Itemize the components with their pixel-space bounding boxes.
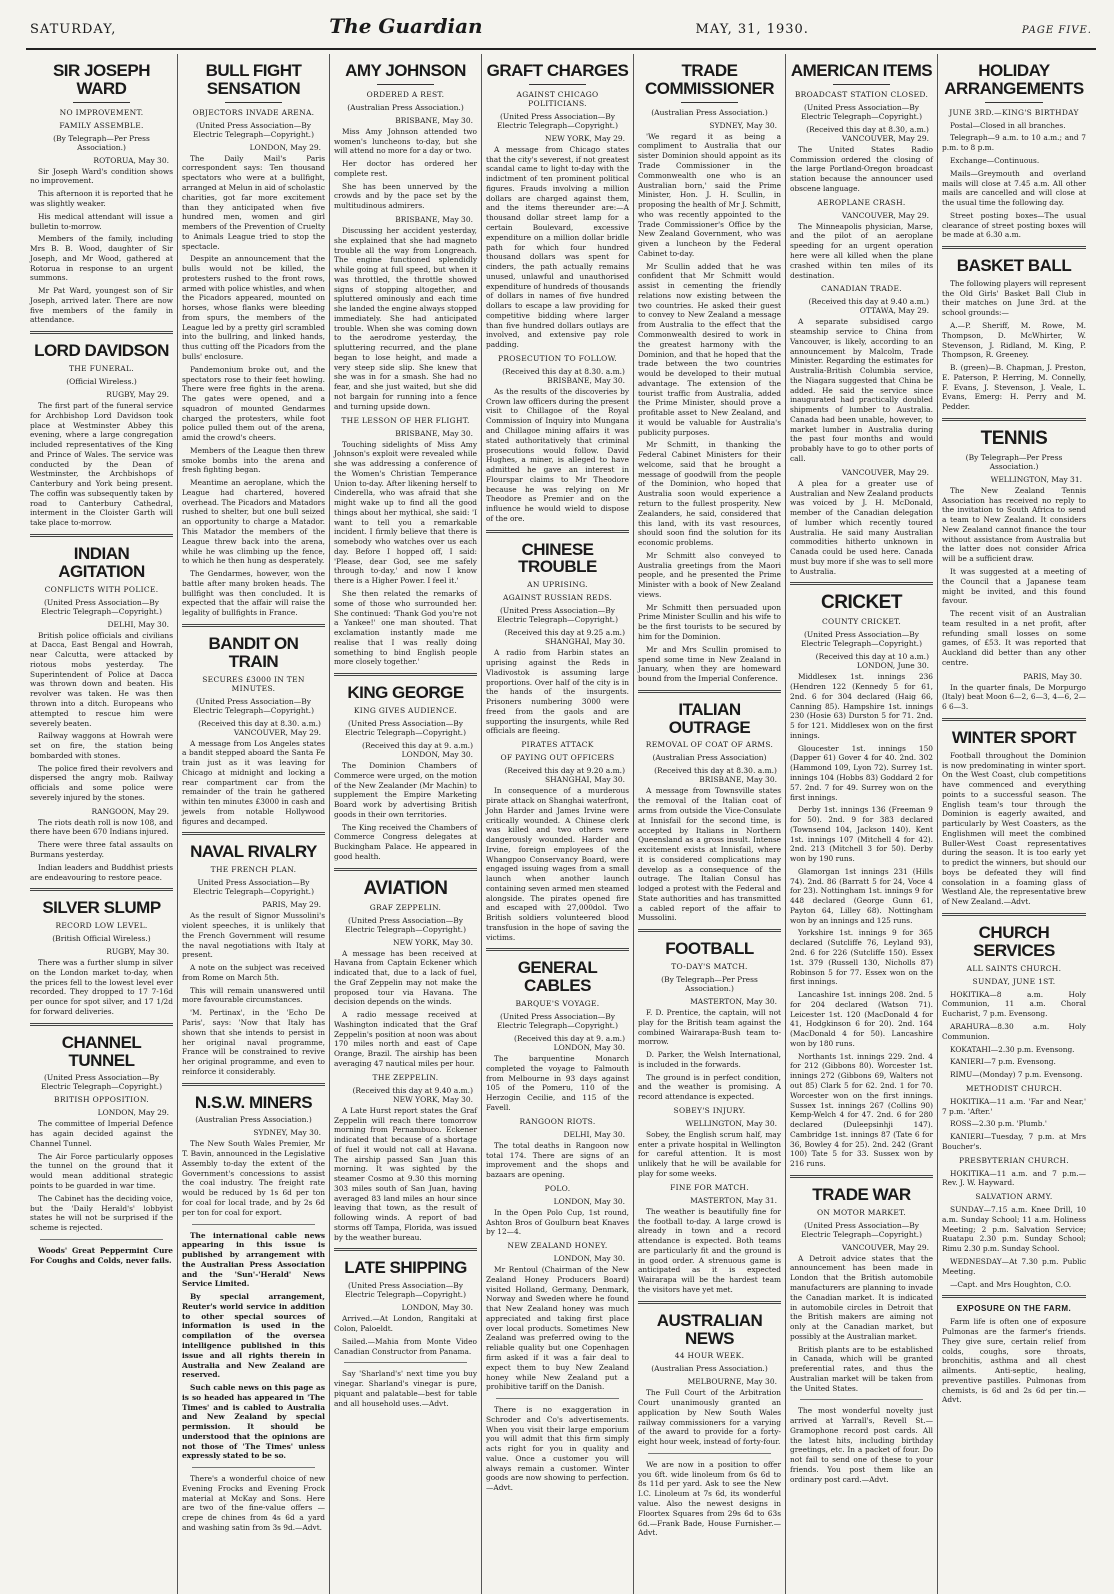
dateline: NEW YORK, May 30. <box>393 937 473 947</box>
headline-american-items: AMERICAN ITEMS <box>790 61 933 80</box>
paragraph: It was suggested at a meeting of the Council that a Japanese team might be invited, and this found favour. <box>942 566 1086 606</box>
source-line: (United Press Association—By Electric Telegraph—Copyright.) <box>192 120 314 139</box>
paragraph: KANIERI—7 p.m. Evensong. <box>950 1057 1056 1067</box>
column-7 <box>938 54 1090 1594</box>
source-line: (United Press Association—By Electric Telegraph—Copyright.) <box>496 1012 618 1031</box>
dateline: (Received this day at 9.20 a.m.) SHANGHAI, May 30. <box>504 766 625 785</box>
paragraph: Members of the League then threw smoke bombs into the arena and fresh fighting began. <box>182 445 325 475</box>
paragraph: The Dominion Chambers of Commerce were urged, on the motion of the New Zealander (Mr Machin) to supplement the Empire Marketing Board work by advertising British goods in their own territories. <box>334 760 477 819</box>
separator <box>30 534 173 537</box>
headline-italian-outrage: ITALIAN OUTRAGE <box>668 699 751 737</box>
subhead: AGAINST RUSSIAN REDS. <box>503 593 612 603</box>
paragraph: Pandemonium broke out, and the spectators rose to their feet howling. There were free fights in the arena. The gates were opened, and a squadron of mounted Gendarmes charged the protesters, while foot police pulled them out of the arena, amid the crowd's cheers. <box>182 364 325 443</box>
paragraph: Mr Pat Ward, youngest son of Sir Joseph, arrived later. There are now five members of the family in attendance. <box>30 286 173 325</box>
headline-cricket: CRICKET <box>821 592 902 614</box>
notice: Such cable news on this page as is so headed has appeared in 'The Times' and is cabled to Australia and New Zealand by special permission. It should be understood that the opinions are not those of 'The Times' unless expressly stated to be so. <box>182 1383 325 1461</box>
paragraph: Mr Scullin added that he was confident that Mr Schmitt would assist in cementing the friendly relations now existing between the two countries. He asked their guest to convey to New Zealand a message from Australia to the effect that the Commonwealth desired to work in the greatest harmony with the Dominion, and that he hoped that the trade between the two countries would be developed to their mutual advantage. The extension of the tourist traffic from Australia, added the Prime Minister, should prove a profitable asset to New Zealand, and it would be valuable for Australia's publicity purposes. <box>638 261 781 437</box>
dateline: SYDNEY, May 30. <box>709 120 777 130</box>
separator <box>334 1248 477 1251</box>
headline-naval-rivalry: NAVAL RIVALRY <box>190 842 317 862</box>
headline-bull-fight: BULL FIGHT SENSATION <box>205 61 302 98</box>
paragraph: The total deaths in Rangoon now total 174. There are signs of an improvement and the shops and bazaars are opening. <box>486 1140 629 1180</box>
separator <box>790 1175 933 1178</box>
dateline: BRISBANE, May 30. <box>395 214 473 224</box>
column-5 <box>634 54 786 1594</box>
paragraph: There was a further slump in silver on the London market to-day, when the prices fell to the lowest level ever recorded. They dropped to 17 7-16d per ounce for spot silver, and 17 1/2d for forward deliveries. <box>30 958 173 1016</box>
paragraph: KANIERI—Tuesday, 7 p.m. at Mrs Boucher's. <box>942 1132 1086 1151</box>
source-line: (United Press Association—By Electric Telegraph—Copyright.) <box>800 1220 922 1239</box>
paragraph: Discussing her accident yesterday, she explained that she had magneto trouble all the way from Longreach. The engine functioned splendidly while going at full speed, but when it was throttled, the throttle showed signs of stopping altogether, and spluttered ominously and each time she landed the engine always stopped immediately. She had anticipated trouble. When she was coming down to the aerodrome yesterday, the spluttering recurred, and the plane began to lose height, and made a very steep side slip. She knew that she was in for a smash. She had no fear, and she just waited, but she did not bargain for running into a fence and turning upside down. <box>334 225 477 411</box>
rule <box>985 102 1043 103</box>
subhead: PRESBYTERIAN CHURCH. <box>959 1155 1069 1165</box>
paragraph: Members of the family, including Mrs B. B. Wood, daughter of Sir Joseph, and Mr Wood, gathered at Rotorua in response to an urgent summons. <box>30 234 173 283</box>
subhead: REMOVAL OF COAT OF ARMS. <box>645 740 774 750</box>
subhead: FINE FOR MATCH. <box>670 1182 749 1192</box>
paragraph: —Capt. and Mrs Houghton, C.O. <box>950 1279 1072 1289</box>
dateline: (Received this day at 9.40 a.m.) NEW YORK, May 30. <box>352 1085 473 1104</box>
paragraph: 'M. Pertinax', in the 'Echo De Paris', says: 'Now that Italy has shown that she intends to persist in her original naval programme, France will be constrained to revive her original programme, and even to reinforce it considerably. <box>182 1008 325 1076</box>
rule <box>377 84 434 85</box>
masthead <box>26 14 1096 50</box>
separator <box>942 1295 1086 1298</box>
paragraph: The ground is in perfect condition, and the weather is promising. A record attendance is expected. <box>638 1072 781 1102</box>
separator <box>496 1398 619 1399</box>
advertisement: There is no exaggeration in Schroder and Co's advertisements. When you visit their large emporium you will admit that this firm simply acts right for you in quality and value. Once a customer you will always remain a customer. Winter goods are now showing to perfection.—Advt. <box>486 1405 629 1493</box>
headline-basket-ball: BASKET BALL <box>956 256 1072 276</box>
dateline: DELHI, May 30. <box>563 1129 625 1139</box>
separator <box>648 1453 771 1454</box>
paragraph: Arrived.—At London, Rangitaki at Colon, Paloeldt. <box>334 1314 477 1334</box>
dateline: (Received this day at 8.30. a.m.) VANCOUVER, May 29. <box>198 718 321 737</box>
separator <box>192 1224 315 1225</box>
subhead: BRITISH OPPOSITION. <box>54 1095 149 1105</box>
paragraph: In consequence of a murderous pirate attack on Shanghai waterfront, John Harder and James Irvine were critically wounded. A Chinese clerk was killed and two others were dangerously wounded. Harder and Irvine, foreign employees of the Whangpoo Conservancy Board, were engaged issuing wages from a small launch when another launch containing seven armed men steamed alongside. The pirates opened fire and escaped with 27,000dol. Two British soldiers volunteered blood transfusion in the hope of saving the victims. <box>486 786 629 942</box>
paragraph: Telegraph—9 a.m. to 10 a.m.; and 7 p.m. to 8 p.m. <box>942 133 1086 153</box>
subhead: THE ZEPPELIN. <box>372 1072 439 1082</box>
paragraph: The Gendarmes, however, won the battle after many broken heads. The bullfight was then concluded. It is expected that the affair will raise the legality of bullfights in France. <box>182 569 325 618</box>
paragraph: 'We regard it as being a compliment to Australia that our sister Dominion should appoint as its Trade Commissioner in the Commonwealth one who is an Australian born,' said the Prime Minister, Hon. J. H. Scullin, in proposing the health of Mr J. Schmitt, who was recently appointed to the Trade Commissioner's Office by the New Zealand Government, who was given a luncheon by the Federal Cabinet to-day. <box>638 131 781 258</box>
paragraph: Lancashire 1st. innings 208. 2nd. 5 for 204 declared (Watson 71). Leicester 1st. 120 (MacDonald 4 for 41, Hodgkinson 6 for 20). 2nd. 164 (MacDonald 4 for 50). Lancashire won by 180 runs. <box>790 990 933 1048</box>
headline-silver-slump: SILVER SLUMP <box>42 898 161 918</box>
separator <box>334 868 477 871</box>
advertisement: Farm life is often one of exposure Pulmonas are the farmer's friends. They give sure, certain relief from colds, coughs, sore throats, bronchitis, asthma and all chest ailments. Anti-septic, healing, preventive pastilles. Pulmonas from chemists, is 6d and 2s 6d per tin.—Advt. <box>942 1317 1086 1405</box>
paragraph: Mails—Greymouth and overland mails will close at 7.45 a.m. All other mails are cancelled and will close at the usual time the following day. <box>942 168 1086 208</box>
paragraph: Street posting boxes—The usual clearance of street posting boxes will be made at 6.30 a.m. <box>942 210 1086 240</box>
paragraph: As the result of Signor Mussolini's violent speeches, it is unlikely that the French Government will resume the naval negotiations with Italy at present. <box>182 911 325 960</box>
subhead: PROSECUTION TO FOLLOW. <box>498 353 617 363</box>
paragraph: The Cabinet has the deciding voice, but the 'Daily Herald's' lobbyist states he will not be surprised if the scheme is rejected. <box>30 1193 173 1233</box>
subhead: SOBEY'S INJURY. <box>673 1105 746 1115</box>
headline-king-george: KING GEORGE <box>347 683 464 703</box>
source-line: (United Press Association—By Electric Telegraph—Copyright.) <box>344 915 466 934</box>
paragraph: A message from Townsville states the removal of the Italian coat of arms from outside the Vice-Consulate at Innisfail for the second time, is accepted by Italians in Northern Queensland as a gross insult. Intense excitement exists at Innisfail, where it is considered complications may develop as a consequence of the outrage. The Italian Consul has lodged a protest with the Federal and State authorities and has transmitted a cabled report of the affair to Mussolini. <box>638 786 781 923</box>
separator <box>182 1083 325 1086</box>
paragraph: This will remain unanswered until more favourable circumstances. <box>182 985 325 1005</box>
paragraph: The New South Wales Premier, Mr T. Bavin, announced in the Legislative Assembly to-day the extent of the Government's concessions to assist the coal industry. The freight rate would be reduced by 1s 6d per ton for coal for local trade, and by 2s 6d per ton for coal for export. <box>182 1139 325 1217</box>
paragraph: The weather is beautifully fine for the football to-day. A large crowd is already in town and a record attendance is expected. Both teams are particularly fit and the ground is in good order. A strenuous game is anticipated as it is expected Wairarapa will be the hardest team the visitors have yet met. <box>638 1206 781 1294</box>
paragraph: She has been unnerved by the crowds and by the pace set by the multitudinous admirers. <box>334 181 477 211</box>
headline-general-cables: GENERAL CABLES <box>517 958 598 996</box>
advertisement: Football throughout the Dominion is now predominating in winter sport. On the West Coast, club competitions have commenced and everything points to a successful season. The English team's tour through the Dominion is eagerly awaited, and particularly by West Coasters, as the Englishmen will meet the combined Buller-West Coast representatives during the season. It is too early yet to predict the winners, but should our boys be defeated they will find consolation in a foaming glass of Westland Ale, the representative brew of New Zealand.—Advt. <box>942 750 1087 907</box>
subhead: CANADIAN TRADE. <box>821 284 902 294</box>
subhead: ALL SAINTS CHURCH. <box>966 963 1062 973</box>
paragraph: Derby 1st. innings 136 (Freeman 9 for 50). 2nd. 9 for 383 declared (Townsend 104, Jackson 140). Kent 1st. innings 107 (Mitchell 4 for 42). 2nd. 213 (Mitchell 3 for 50). Derby won by 190 runs. <box>790 805 933 864</box>
column-2 <box>178 54 330 1594</box>
paragraph: Mr Schmitt then persuaded upon Prime Minister Scullin and his wife to be the first tourists to be secured by him for the Dominion. <box>638 602 781 641</box>
source-line: (By Telegraph—Per Press Association.) <box>965 452 1063 471</box>
paragraph: A.—P. Sheriff, M. Rowe, M. Thompson, D. McWhirter, W. Stevenson, J. Ridland, M. King, P. Thompson, R. Greeney. <box>942 321 1086 360</box>
dateline: RUGBY, May 29. <box>106 390 169 400</box>
paragraph: British plants are to be established in Canada, which will be granted preferential rates, and thus the Australian market will be taken from the United States. <box>790 1344 933 1393</box>
subhead: SECURES £3000 IN TEN MINUTES. <box>202 674 305 693</box>
dateline: VANCOUVER, May 29. <box>841 467 929 477</box>
separator <box>638 929 781 932</box>
paragraph: She then related the remarks of some of those who surrounded her. She continued: 'Thank God you're not a Yankee!' one man shouted. That exclamation instantly made me realise that I was really doing something to bind English people more closely together.' <box>334 589 477 667</box>
paragraph: The New Zealand Tennis Association has received no reply to the invitation to South Africa to send a team to New Zealand. It considers New Zealand cannot finance the tour without assistance from Australia but the latter does not consider Africa will be a sufficient draw. <box>942 485 1086 564</box>
advertisement: Say 'Sharland's' next time you buy vinegar. Sharland's vinegar is pure, piquant and palatable—best for table and all household uses.—Advt. <box>334 1369 477 1408</box>
subhead: THE FUNERAL. <box>69 364 134 374</box>
dateline: LONDON, May 29. <box>97 1108 169 1118</box>
source-line: (Australian Press Association.) <box>195 1115 312 1125</box>
source-line: (United Press Association—By Electric Telegraph—Copyright.) <box>496 606 618 625</box>
dateline: BRISBANE, May 30. <box>395 115 473 125</box>
separator <box>30 331 173 334</box>
paragraph: F. D. Prentice, the captain, will not play for the British team against the combined Wairarapa-Bush team to-morrow. <box>638 1008 781 1047</box>
advertisement: We are now in a position to offer you 6ft. wide linoleum from 6s 6d to 8s 11d per yard. Ask to see the New I.C. Linoleum at 7s 6d, its wonderful value. Also the newest designs in Floortex Squares from 29s 6d to 63s 6d.—Frank Bade, House Furnisher.—Advt. <box>638 1459 781 1538</box>
headline-late-shipping: LATE SHIPPING <box>344 1258 467 1278</box>
subhead: ON MOTOR MARKET. <box>816 1207 906 1217</box>
headline-trade-war: TRADE WAR <box>812 1184 911 1204</box>
separator <box>334 673 477 676</box>
headline-nsw-miners: N.S.W. MINERS <box>194 1092 313 1112</box>
dateline: (Received this day at 8.30. a.m.) BRISBANE, May 30. <box>654 766 777 785</box>
source-line: (Australian Press Association.) <box>347 102 464 112</box>
subhead: OBJECTORS INVADE ARENA. <box>192 107 315 117</box>
source-line: (British Official Wireless.) <box>52 934 151 944</box>
newspaper-title: The Guardian <box>329 14 483 38</box>
paragraph: The United States Radio Commission ordered the closing of the large Portland-Oregon broadcast station because the announcer used obscene language. <box>790 144 933 193</box>
source-line: (United Press Association—By Electric Telegraph—Copyright.) <box>40 597 162 616</box>
dateline: DELHI, May 30. <box>107 619 169 629</box>
subhead: TO-DAY'S MATCH. <box>671 962 748 972</box>
dateline: LONDON, May 29. <box>249 142 321 152</box>
paragraph: Indian leaders and Buddhist priests are endeavouring to restore peace. <box>30 862 173 882</box>
subhead: FAMILY ASSEMBLE. <box>59 120 144 130</box>
subhead: KING GIVES AUDIENCE. <box>353 705 458 715</box>
dateline: (Received this day at 9. a.m.) LONDON, May 30. <box>514 1034 625 1053</box>
paragraph: The committee of Imperial Defence has again decided against the Channel Tunnel. <box>30 1119 173 1148</box>
source-line: (United Press Association—By Electric Telegraph—Copyright.) <box>344 718 466 737</box>
headline-bandit-on-train: BANDIT ON TRAIN <box>208 633 299 671</box>
dateline: SYDNEY, May 30. <box>253 1128 321 1138</box>
paragraph: Postal—Closed in all branches. <box>950 120 1066 130</box>
rule <box>73 102 130 103</box>
separator <box>638 690 781 693</box>
paragraph: This afternoon it is reported that he was slightly weaker. <box>30 189 173 208</box>
dateline: MASTERTON, May 31. <box>690 1195 777 1205</box>
paragraph: The barquentine Monarch completed the voyage to Falmouth from Melbourne in 93 days against 105 of the Pomeru, 110 of the Herzogin Cecilie, and 115 of the Favell. <box>486 1054 629 1112</box>
subhead: GRAF ZEPPELIN. <box>369 902 442 912</box>
dateline: RANGOON, May 29. <box>91 806 169 816</box>
headline-amy-johnson: AMY JOHNSON <box>345 61 466 80</box>
advertisement: Woods' Great Peppermint Cure For Coughs and Colds, never fails. <box>30 1245 173 1265</box>
paragraph: Mr Rentoul (Chairman of the New Zealand Honey Producers Board) visited Holland, Germany, Denmark, Norway and Sweden where he found that New Zealand honey was much appreciated and taking first place over local products. Sometimes New Zealand was preferred owing to the reliable quality but one Copenhagen firm asked if it was a fair deal to expect them to buy New Zealand honey while New Zealand put a prohibitive tariff on the Danish. <box>486 1265 629 1392</box>
paragraph: Northants 1st. innings 229. 2nd. 4 for 212 (Gibbons 80). Worcester 1st. innings 272 (Gibbons 69, Walters not out 85) Clark 5 for 62. 2nd. 1 for 70. Worcester won on the first innings. Sussex 1st. innings 267 (Collins 90) Kemp-Welch 4 for 47. 2nd. 6 for 280 declared (Duleepsinhji 147). Cambridge 1st. innings 87 (Tate 6 for 36, Bowley 4 for 25). 2nd. 242 (Grant 100) Tate 5 for 33. Sussex won by 216 runs. <box>790 1051 933 1169</box>
masthead-day: SATURDAY, <box>30 22 117 37</box>
paragraph: A separate subsidised cargo steamship service to China from Vancouver, is likely, according to an announcement by Malcolm, Trade Minister. Regarding the estimates for Australia-British Columbia service, the Niagara suggested that China be added. He said the service since inaugurated had practically doubled shipments of lumber to Australia. Canada had been unable, however, to market lumber in Australia during the past four months and would probably have to go to other ports of call. <box>790 317 933 463</box>
paragraph: Gloucester 1st. innings 150 (Dapper 61) Gover 4 for 40. 2nd. 302 (Hammond 109, Lyon 72). Surrey 1st. innings 104 (Hobbs 83) Goddard 2 for 57. 2nd. 7 for 49. Surrey won on the first innings. <box>790 743 933 802</box>
paragraph: A Detroit advice states that the announcement has been made in London that the British automobile manufacturers are planning to invade the Canadian market. It is indicated in automobile circles in Detroit that the British makers are aiming not only at the Canadian market, but possibly at the Australian market. <box>790 1253 933 1341</box>
headline-holiday-arrangements: HOLIDAY ARRANGEMENTS <box>944 61 1084 98</box>
dateline: ROTORUA, May 30. <box>93 155 169 165</box>
headline-sir-joseph-ward: SIR JOSEPH WARD <box>52 61 151 98</box>
paragraph: A note on the subject was received from Rome on March 5th. <box>182 963 325 982</box>
dateline: MELBOURNE, May 30. <box>687 1377 777 1387</box>
headline-winter-sport: WINTER SPORT <box>951 727 1077 747</box>
subhead: RECORD LOW LEVEL. <box>55 921 148 931</box>
source-line: (United Press Association—By Electric Telegraph—Copyright.) <box>344 1281 466 1300</box>
dateline: LONDON, May 30. <box>553 1254 625 1264</box>
paragraph: HOKITIKA—11 a.m. 'Far and Near,' 7 p.m. 'After.' <box>942 1096 1086 1116</box>
headline-aviation: AVIATION <box>363 877 448 899</box>
paragraph: Miss Amy Johnson attended two women's luncheons to-day, but she will attend no more for a day or two. <box>334 126 477 156</box>
headline-australian-news: AUSTRALIAN NEWS <box>656 1310 763 1348</box>
subhead: 44 HOUR WEEK. <box>674 1351 745 1361</box>
dateline: NEW YORK, May 29. <box>545 133 625 143</box>
paragraph: The Minneapolis physician, Marse, and the pilot of an aeroplane speeding for an urgent operation here were all killed when the plane crashed within ten miles of its destination. <box>790 221 933 280</box>
dateline: BRISBANE, May 30. <box>395 428 473 438</box>
paragraph: As the results of the discoveries by Crown law officers during the present visit to Chillagoe of the Royal Commission of Inquiry into Mungana and Chillagoe mining affairs it was stated authoritatively that criminal prosecutions would follow. David Hughes, a miner, is alleged to have admitted he gave an interest in Flourspar claims to Mr Theodore because he was relying on Mr Theodore as Premier and on the influence he would wield to dispose of the ore. <box>486 386 629 523</box>
source-line: (United Press Association—By Electric Telegraph—Copyright.) <box>40 1073 162 1092</box>
separator <box>30 1023 173 1026</box>
paragraph: RIMU—(Monday) 7 p.m. Evensong. <box>950 1070 1083 1080</box>
advertisement: There's a wonderful choice of new Evening Frocks and Evening Frock material at McKay and Sons. Here are two of the fine-value offers — crepe de chines from 4s 6d a yard and washing satin from 3s 9d.—Advt. <box>182 1474 325 1532</box>
paragraph: Despite an announcement that the bulls would not be killed, the protesters rushed to the front rows, armed with police whistles, and when the Picadors appeared, mounted on horses, whose flanks were bleeding from spurs, the members of the League led by a pretty girl scrambled into the bullring, and linked hands, thus cutting off the Picadors from the bulls' enclosure. <box>182 254 325 361</box>
paragraph: In the Open Polo Cup, 1st round, Ashton Bros of Goulburn beat Knaves by 12—4. <box>486 1207 629 1237</box>
paragraph: Mr and Mrs Scullin promised to spend some time in New Zealand in January, when they are homeward bound from the Imperial Conference. <box>638 644 781 684</box>
paragraph: Touching sidelights of Miss Amy Johnson's exploit were revealed while she was addressing a conference of the Women's Christian Temperance Union to-day. After likening herself to Cinderella, who was afraid that she might wake up to find all the good things about her mythical, she said: 'I want to tell you a remarkable incident. I firmly believe that there is somebody who watches over us each day. Before I hopped off, I said: 'Please, dear God, see me safely through to-day,' and now I know there is a Higher Power. I feel it.' <box>334 439 477 586</box>
rule <box>833 84 890 85</box>
subhead: METHODIST CHURCH. <box>965 1083 1063 1093</box>
subhead: RANGOON RIOTS. <box>519 1116 596 1126</box>
separator <box>344 1362 467 1363</box>
paragraph: ROSS—2.30 p.m. 'Plumb.' <box>950 1119 1047 1129</box>
source-line: (Australian Press Association.) <box>651 107 768 117</box>
subhead: NEW ZEALAND HONEY. <box>507 1241 608 1251</box>
rule <box>529 84 586 85</box>
source-line: (By Telegraph—Per Press Association.) <box>53 133 150 152</box>
paragraph: British police officials and civilians at Dacca, East Bengal and Howrah, near Calcutta, were attacked by riotous mobs yesterday. The Superintendent of Police at Dacca was thrown down and beaten. His revolver was taken. He was then thrown into a ditch. Europeans who attempted to rescue him were severely beaten. <box>30 630 173 728</box>
headline-channel-tunnel: CHANNEL TUNNEL <box>61 1032 142 1070</box>
paragraph: The Full Court of the Arbitration Court unanimously granted an application by New South Wales railway commissioners for a varying of the award to provide for a forty-eight hour week, instead of forty-four. <box>638 1388 781 1447</box>
subhead: ORDERED A REST. <box>366 89 445 99</box>
dateline: (Received this day at 9. a.m.) LONDON, May 30. <box>362 740 473 759</box>
paragraph: WEDNESDAY—At 7.30 p.m. Public Meeting. <box>942 1257 1086 1276</box>
notice: The international cable news appearing in this issue is published by arrangement with the Australian Press Association and the 'Sun'-'Herald' News Service Limited. <box>182 1230 325 1289</box>
masthead-date: MAY, 31, 1930. <box>695 22 809 37</box>
paragraph: HOKITIKA—11 a.m. and 7 p.m.—Rev. J. W. Hayward. <box>942 1168 1086 1188</box>
separator <box>942 913 1086 916</box>
paragraph: The police fired their revolvers and dispersed the angry mob. Railway officials and some police were severely injured by the stones. <box>30 763 173 802</box>
paragraph: His medical attendant will issue a bulletin to-morrow. <box>30 211 173 231</box>
separator <box>638 1301 781 1304</box>
paragraph: The Daily Mail's Paris correspondent says: Ten thousand spectators who were at a bullfight, arranged at Melun in aid of scholastic charities, got far more excitement than they anticipated when five hundred men, women and girl members of the Prevention of Cruelty to Animals League tried to stop the spectacle. <box>182 153 325 251</box>
headline-tennis: TENNIS <box>980 427 1048 449</box>
subhead: COUNTY CRICKET. <box>821 617 902 627</box>
headline-football: FOOTBALL <box>665 939 754 959</box>
rule <box>681 102 738 103</box>
subhead: NO IMPROVEMENT. <box>59 107 144 117</box>
dateline: (Received this day at 8.30. a.m.) BRISBANE, May 30. <box>502 366 625 385</box>
paragraph: Middlesex 1st. innings 236 (Hendren 122 (Kennedy 5 for 61, 2nd. 6 for 304 declared (Haig 66, Canning 85). Hampshire 1st. innings 230 (Hosie 63) Durston 5 for 71. 2nd. 5 for 121. Middlesex won on the first innings. <box>790 672 933 740</box>
column-4 <box>482 54 634 1594</box>
advertisement: The most wonderful novelty just arrived at Yarrall's, Revell St.—Gramophone record post cards. All the latest hits, including birthday greetings, etc. In a packet of four. Do not fail to send one of these to your friends. You post them like an ordinary post card.—Advt. <box>790 1406 933 1484</box>
paragraph: The King received the Chambers of Commerce Congress delegates at Buckingham Palace. He appeared in good health. <box>334 822 477 861</box>
headline-chinese-trouble: CHINESE TROUBLE <box>518 539 597 577</box>
paragraph: Mr Schmitt also conveyed to Australia greetings from the Maori people, and he presented the Prime Minister with a book of New Zealand views. <box>638 550 781 599</box>
paragraph: Glamorgan 1st innings 231 (Hills 74). 2nd. 86 (Barratt 5 for 24, Voce 4 for 23). Nottingham 1st. innings 9 for 448 declared (George Gunn 61, Payton 64, Lilley 68). Nottingham won by an innings and 125 runs. <box>790 866 933 925</box>
paragraph: The Air Force particularly opposes the tunnel on the ground that it would mean additional strategic points to be guarded in war time. <box>30 1151 173 1190</box>
subhead: PIRATES ATTACK <box>521 740 594 750</box>
subhead: THE LESSON OF HER FLIGHT. <box>341 415 470 425</box>
source-line: (United Press Association—By Electric Telegraph—Copyright.) <box>496 111 618 130</box>
subhead: AEROPLANE CRASH. <box>817 197 906 207</box>
dateline: PARIS, May 30. <box>1023 671 1082 681</box>
dateline: (Received this day at 10 a.m.) LONDON, June 30. <box>815 652 929 671</box>
paragraph: A Late Hurst report states the Graf Zeppelin will reach there tomorrow morning from Pernambuco. Eckener indicated that because of a shortage of fuel it would not call at Havana. The airship passed San Juan this morning. It was sighted by the steamer Cosmo at 9.30 this morning 303 miles south of San Juan, having averaged 83 land miles an hour since leaving that town, as the result of following winds. A report of bad storms off Tampa, Florida, was issued by the weather bureau. <box>334 1105 477 1242</box>
source-line: (Australian Press Association) <box>652 753 767 763</box>
dateline: PARIS, May 29. <box>262 900 321 910</box>
separator <box>182 624 325 627</box>
column-1 <box>26 54 178 1594</box>
paragraph: HOKITIKA—8 a.m. Holy Communion, 11 a.m. Choral Eucharist, 7 p.m. Evensong. <box>942 989 1086 1019</box>
separator <box>790 582 933 585</box>
paragraph: Exchange—Continuous. <box>950 155 1040 165</box>
separator <box>182 832 325 835</box>
subhead: BROADCAST STATION CLOSED. <box>794 89 929 99</box>
dateline: (Received this day at 9.40 a.m.) OTTAWA, May 29. <box>808 297 929 316</box>
notice: By special arrangement, Reuter's world service in addition to other special sources of information is used in the compilation of the oversea intelligence published in this issue and all rights therein in Australia and New Zealand are reserved. <box>182 1292 325 1380</box>
dateline: VANCOUVER, May 29. <box>841 210 929 220</box>
paragraph: A message has been received at Havana from Captain Eckener which indicated that, due to a lack of fuel, the Graf Zeppelin may not make the proposed tour via Havana. The decision depends on the winds. <box>334 948 477 1007</box>
paragraph: B. (green)—B. Chapman, J. Preston, E. Paterson, P. Herring, M. Connelly, F. Evans, J. Stevenson, J. Veale, L. Evans, Emerg: H. Perry and M. Pedder. <box>942 363 1086 412</box>
headline-indian-agitation: INDIAN AGITATION <box>58 543 145 581</box>
paragraph: In the quarter finals, De Morpurgo (Italy) beat Moon 6—2, 6—3, 4—6, 2—6 6—3. <box>942 682 1086 712</box>
subhead: AGAINST CHICAGO POLITICIANS. <box>516 89 599 108</box>
source-line: (United Press Association—By Electric Telegraph—Copyright.) <box>800 102 922 121</box>
subhead: BARQUE'S VOYAGE. <box>515 999 600 1009</box>
paragraph: Railway waggons at Howrah were set on fire, the station being bombarded with stones. <box>30 731 173 760</box>
paragraph: The first part of the funeral service for Archbishop Lord Davidson took place at Westminster Abbey this evening, where a large congregation included representatives of the King and Prince of Wales. The service was conducted by the Dean of Westminster, the Archbishops of Canterbury and York being present. The coffin was subsequently taken by road to Canterbury Cathedral, interment in the Cloister Garth will take place to-morrow. <box>30 401 173 528</box>
dateline: (Received this day at 9.25 a.m.) SHANGHAI, May 30. <box>504 628 625 647</box>
paragraph: The following players will represent the Old Girls' Basket Ball Club in their matches on June 3rd. at the school grounds:— <box>942 278 1086 318</box>
subhead: JUNE 3RD.—KING'S BIRTHDAY <box>949 107 1079 117</box>
paragraph: Sailed.—Mahia from Monte Video Canadian Constructor from Panama. <box>334 1336 477 1356</box>
dateline: MASTERTON, May 30. <box>690 997 777 1007</box>
paragraph: The riots death roll is now 108, and there have been 670 Indians injured. <box>30 817 173 837</box>
source-line: (Australian Press Association.) <box>651 1364 768 1374</box>
paragraph: There were three fatal assaults on Burmans yesterday. <box>30 840 173 859</box>
headline-trade-commissioner: TRADE COMMISSIONER <box>644 61 775 98</box>
rule <box>225 102 282 103</box>
separator <box>942 246 1086 249</box>
paragraph: Mr Schmitt, in thanking the Federal Cabinet Ministers for their welcome, said that he brought a message of goodwill from the people of the Dominion, who hoped that Australia soon would experience a return to the fullest prosperity. New Zealanders, he said, considered that this land, with its vast resources, should soon find the solution for its economic problems. <box>638 440 781 548</box>
paragraph: D. Parker, the Welsh International, is included in the forwards. <box>638 1050 781 1069</box>
separator <box>40 1239 163 1240</box>
paragraph: Her doctor has ordered her complete rest. <box>334 159 477 178</box>
dateline: WELLINGTON, May 31. <box>990 474 1082 484</box>
paragraph: A message from Los Angeles states a bandit stepped aboard the Santa Fe train just as it was leaving for Chicago at midnight and locking a rear compartment car from the remainder of the train he gathered within ten minutes £3000 in cash and jewels from notable Hollywood figures and decamped. <box>182 738 325 826</box>
dateline: WELLINGTON, May 30. <box>685 1118 777 1128</box>
separator <box>30 888 173 891</box>
subhead: POLO. <box>544 1183 571 1193</box>
separator <box>192 1467 315 1468</box>
source-line: United Press Association—By Electric Telegraph—Copyright.) <box>192 878 314 897</box>
dateline: (Received this day at 8.30, a.m.) VANCOUVER, May 29. <box>806 124 929 143</box>
column-3 <box>330 54 482 1594</box>
column-6 <box>786 54 938 1594</box>
headline-graft-charges: GRAFT CHARGES <box>486 61 629 80</box>
paragraph: A plea for a greater use of Australian and New Zealand products was voiced by J. H. McDonald, member of the Canadian delegation of lumber which recently toured Australia. He said many Australian commodities hitherto unknown in Canada could be used here. Canada must buy more if she was to sell more to Australia. <box>790 478 933 576</box>
separator <box>942 418 1086 421</box>
headline-lord-davidson: LORD DAVIDSON <box>34 341 169 361</box>
paragraph: ARAHURA—8.30 a.m. Holy Communion. <box>942 1022 1086 1041</box>
paragraph: The recent visit of an Australian team resulted in a net profit, after refunding small losses on some games, of £53. It was reported that Auckland did better than any other centre. <box>942 609 1086 667</box>
source-line: (United Press Association—By Electric Telegraph—Copyright.) <box>192 696 314 715</box>
subhead: CONFLICTS WITH POLICE. <box>44 584 159 594</box>
dateline: RUGBY, May 30. <box>106 947 169 957</box>
subhead: OF PAYING OUT OFFICERS <box>500 753 615 763</box>
headline-church-services: CHURCH SERVICES <box>973 923 1055 960</box>
dateline: VANCOUVER, May 29. <box>841 1242 929 1252</box>
page-number: PAGE FIVE. <box>1021 25 1092 36</box>
source-line: (United Press Association—By Electric Telegraph—Copyright.) <box>800 630 922 649</box>
columns <box>26 54 1096 1594</box>
separator <box>486 948 629 951</box>
paragraph: A message from Chicago states that the city's severest, if not greatest scandal came to light to-day with the indictment of ten prominent political figures. Frauds involving a million dollars are charged against them, and the items thereunder are:—A thousand dollar street lamp for a certain Boulevard, excessive expenditure on a million dollar bridle path for which four hundred thousand dollars was spent for cinders, the path actually remains unused, unlawful and unauthorised expenditure of hundreds of thousands of dollars in names of five hundred dollars to escape a law providing for competitive bidding where larger than five hundred dollars outlays are involved, and extensive pay role padding. <box>486 144 629 350</box>
paragraph: Sir Joseph Ward's condition shows no improvement. <box>30 166 173 186</box>
separator <box>486 530 629 533</box>
paragraph: Meantime an aeroplane, which the League had chartered, hovered overhead. The Picadors and Matadors rushed to shelter, but one bull seized an opportunity to charge a Matador. This Matador the members of the League threw back into the arena, while he was climbing up the fence, to which he then hung as desperately. <box>182 478 325 566</box>
source-line: (Official Wireless.) <box>66 377 137 387</box>
paragraph: A radio from Harbin states an uprising against the Reds in Vladivostok is assuming large proportions. Over half of the city is in the hands of the insurgents. Prisoners numbering 3000 were freed from the gaols and are supporting the insurgents, while Red officials are fleeing. <box>486 648 629 736</box>
subhead: SUNDAY, JUNE 1ST. <box>972 976 1056 986</box>
subhead: AN UPRISING. <box>527 580 588 590</box>
source-line: (By Telegraph—Per Press Association.) <box>661 975 758 994</box>
paragraph: KOKATAHI—2.30 p.m. Evensong. <box>950 1044 1075 1054</box>
paragraph: Sobey, the English scrum half, may enter a private hospital in Wellington for careful attention. It is most unlikely that he will be available for play for some weeks. <box>638 1129 781 1178</box>
paragraph: A radio message received at Washington indicated that the Graf Zeppelin's position at noon was about 170 miles north and east of Cape Orange, Brazil. The airship has been averaging 47 nautical miles per hour. <box>334 1010 477 1068</box>
dateline: LONDON, May 30. <box>553 1196 625 1206</box>
paragraph: SUNDAY—7.15 a.m. Knee Drill, 10 a.m. Sunday School; 11 a.m. Holiness Meeting; 2 p.m. Salvation Service; Ruatapu 2.30 p.m. Sunday School; Rimu 2.30 p.m. Sunday School. <box>942 1205 1086 1254</box>
separator <box>942 718 1086 721</box>
separator <box>800 1399 923 1400</box>
subhead: SALVATION ARMY. <box>975 1192 1053 1202</box>
paragraph: Yorkshire 1st. innings 9 for 365 declared (Sutcliffe 76, Leyland 93), 2nd. 6 for 226 (Sutcliffe 150). Essex 1st. 379 (Russell 130, Nicholls 87) Robinson 5 for 77. Essex won on the first innings. <box>790 928 933 987</box>
subhead: THE FRENCH PLAN. <box>210 865 297 875</box>
ad-caption: EXPOSURE ON THE FARM. <box>956 1304 1072 1314</box>
dateline: LONDON, May 30. <box>401 1303 473 1313</box>
